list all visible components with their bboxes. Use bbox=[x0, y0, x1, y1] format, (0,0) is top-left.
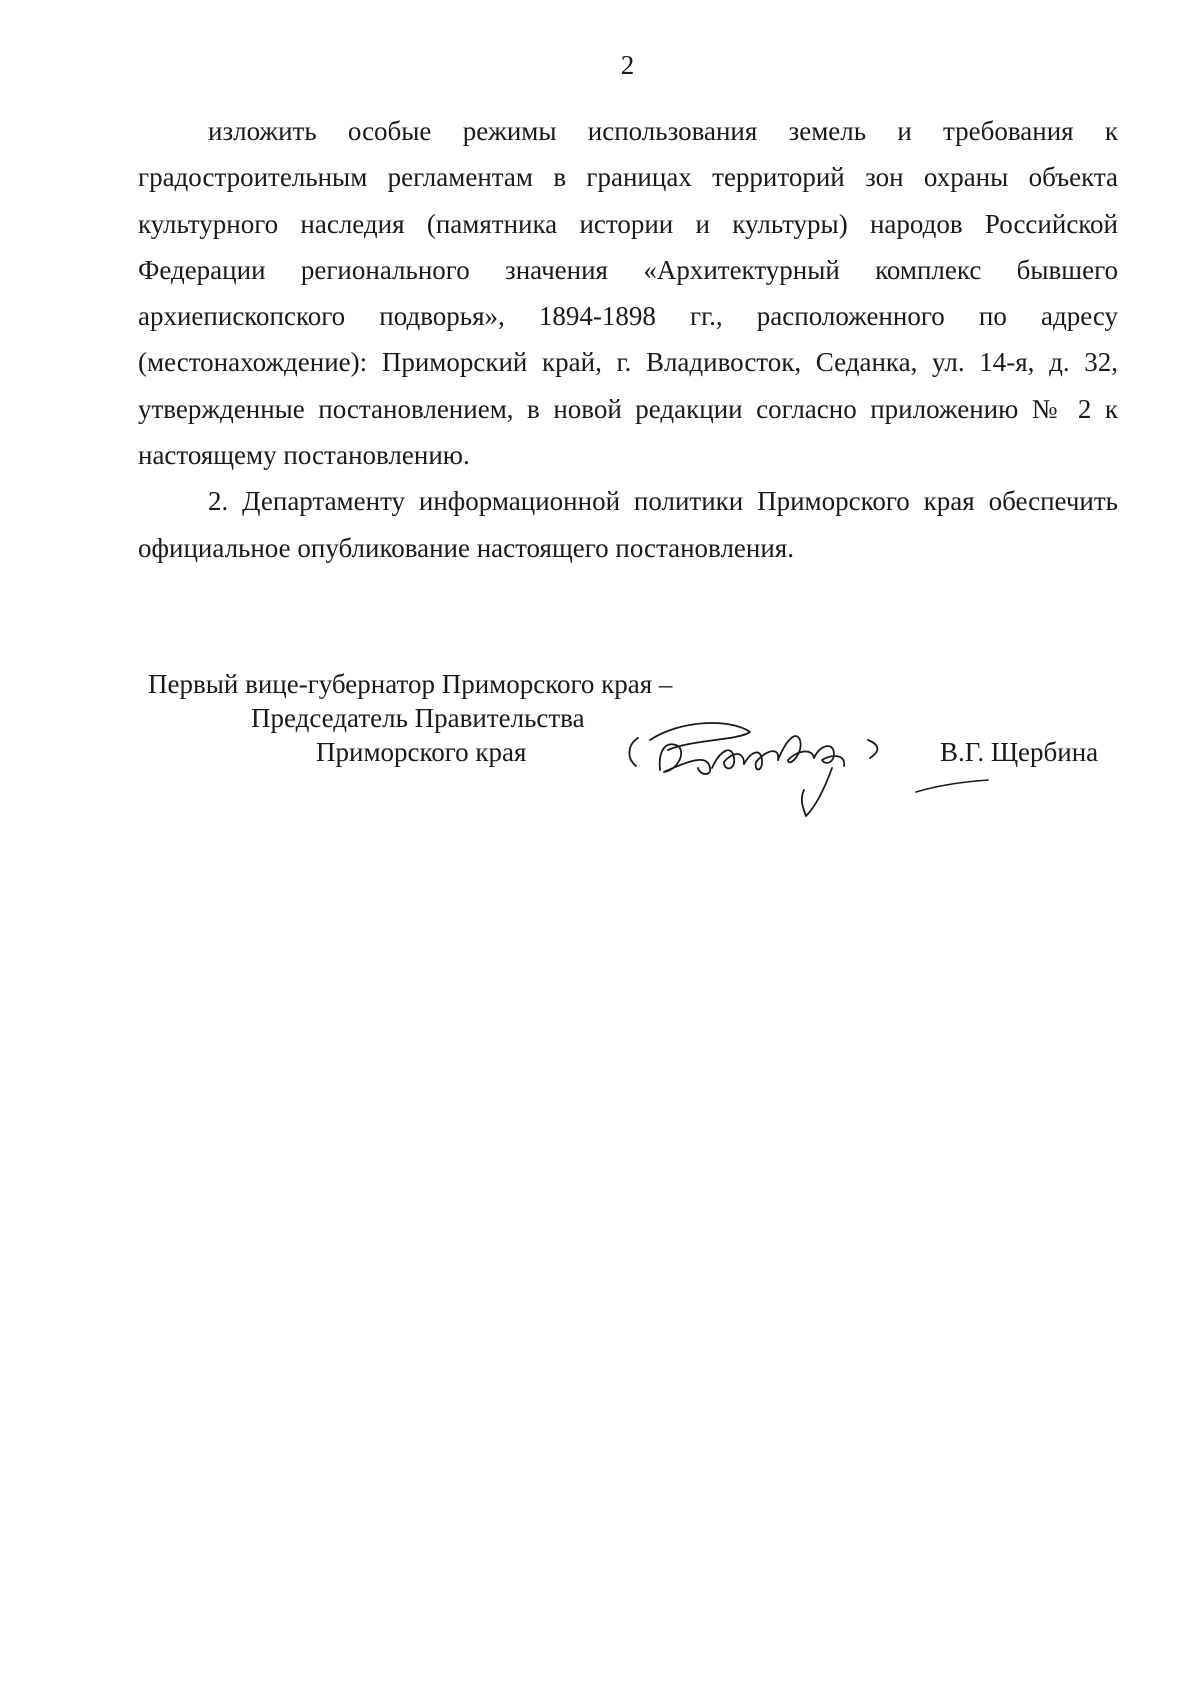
signatory-title-line-1: Первый вице-губернатор Приморского края – bbox=[148, 669, 673, 699]
paragraph-2: 2. Департаменту информационной политики Приморского края обеспечить официальное опубликование настоящего постановления. bbox=[138, 486, 1118, 563]
handwritten-signature bbox=[620, 710, 920, 830]
signatory-title-line-2: Председатель Правительства bbox=[251, 703, 585, 733]
paragraph-1: изложить особые режимы использования земель и требования к градостроительным регламентам в границах территорий зон охраны объекта культурного наследия (памятника истории и культуры) народов Российской Федерации регионального значения «Архитектурный комплекс бывшего архиепископского подворья», 1894-1898 гг., расположенного по адресу (местонахождение): Приморский край, г. Владивосток, Седанка, ул. 14-я, д. 32, утвержденные постановлением, в новой редакции согласно приложению № 2 к настоящему постановлению. bbox=[138, 116, 1118, 471]
signatory-name: В.Г. Щербина bbox=[940, 737, 1099, 767]
signature-block bbox=[0, 668, 1200, 828]
page-number: 2 bbox=[620, 50, 635, 80]
name-underline bbox=[912, 776, 992, 796]
signatory-title-line-3: Приморского края bbox=[316, 737, 527, 767]
document-body bbox=[138, 108, 1118, 571]
